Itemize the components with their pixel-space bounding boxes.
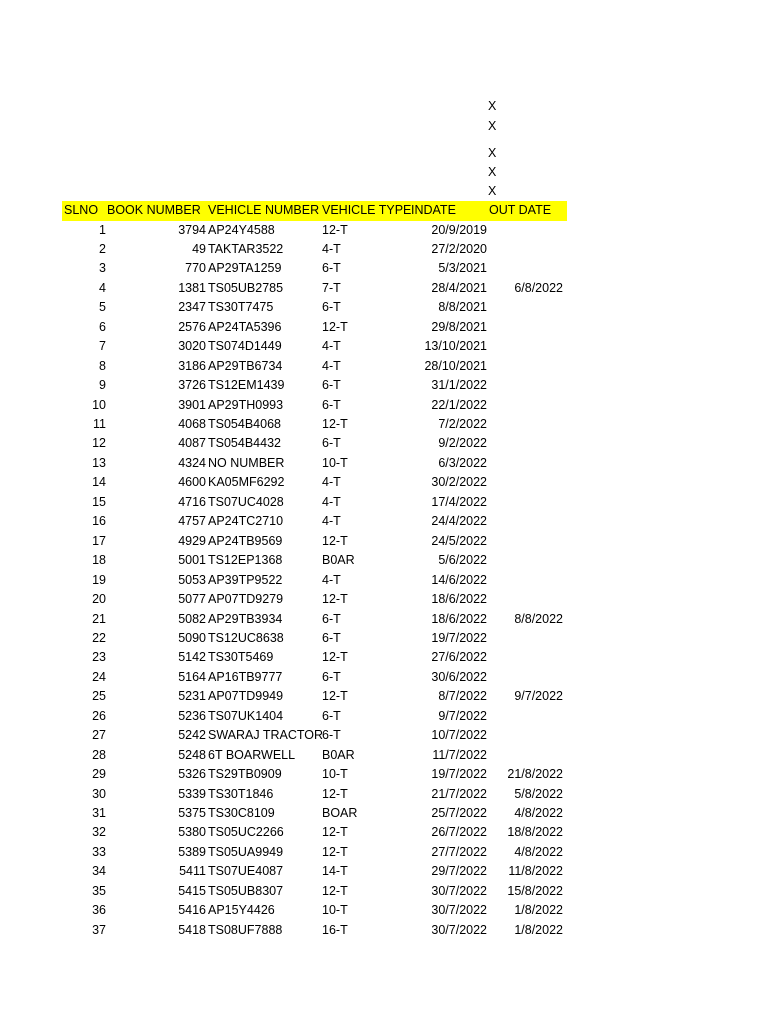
slno-cell: 18 bbox=[92, 553, 106, 568]
vehicle-type-cell: 4-T bbox=[322, 358, 341, 373]
slno-cell: 25 bbox=[92, 689, 106, 704]
slno-cell: 31 bbox=[92, 806, 106, 820]
book-number-cell: 3020 bbox=[178, 339, 206, 354]
vehicle-number-cell: TS30T5469 bbox=[208, 650, 274, 665]
book-number-cell: 3186 bbox=[178, 358, 206, 373]
slno-cell: 14 bbox=[92, 475, 106, 490]
vehicle-number-cell: TS074D1449 bbox=[208, 339, 282, 354]
table-row bbox=[62, 765, 567, 785]
indate-cell: 29/7/2022 bbox=[431, 864, 487, 879]
x-mark: X bbox=[488, 119, 497, 133]
indate-cell: 29/8/2021 bbox=[431, 319, 487, 334]
book-number-cell: 770 bbox=[185, 261, 206, 276]
out-date-cell bbox=[488, 376, 563, 396]
slno-cell: 24 bbox=[92, 669, 106, 684]
indate-cell: 18/6/2022 bbox=[431, 611, 487, 626]
table-row bbox=[62, 823, 567, 843]
indate-cell: 18/6/2022 bbox=[431, 592, 487, 607]
vehicle-type-cell: 12-T bbox=[322, 883, 348, 898]
slno-cell: 29 bbox=[92, 767, 106, 782]
vehicle-type-cell: 12-T bbox=[322, 319, 348, 334]
slno-cell: 4 bbox=[99, 280, 106, 295]
slno-cell: 32 bbox=[92, 825, 106, 840]
table-row bbox=[62, 473, 567, 493]
vehicle-number-cell: TS054B4068 bbox=[208, 417, 281, 431]
vehicle-number-cell: NO NUMBER bbox=[208, 455, 285, 470]
vehicle-number-cell: TS30T7475 bbox=[208, 300, 274, 315]
header-indate: INDATE bbox=[411, 203, 456, 217]
out-date-cell: 6/8/2022 bbox=[514, 280, 563, 295]
slno-cell: 13 bbox=[92, 455, 106, 470]
vehicle-type-cell: 12-T bbox=[322, 592, 348, 607]
out-date-cell bbox=[488, 357, 563, 377]
vehicle-number-cell: TS12UC8638 bbox=[208, 630, 284, 645]
slno-cell: 33 bbox=[92, 844, 106, 859]
indate-cell: 24/5/2022 bbox=[431, 533, 487, 548]
slno-cell: 15 bbox=[92, 494, 106, 509]
vehicle-type-cell: 14-T bbox=[322, 864, 348, 879]
out-date-cell bbox=[488, 454, 563, 474]
vehicle-number-cell: SWARAJ TRACTOR bbox=[208, 728, 324, 743]
indate-cell: 5/3/2021 bbox=[438, 261, 487, 276]
vehicle-number-cell: AP24TB9569 bbox=[208, 533, 283, 548]
slno-cell: 34 bbox=[92, 864, 106, 879]
out-date-cell bbox=[488, 337, 563, 357]
book-number-cell: 5077 bbox=[178, 592, 206, 607]
vehicle-number-cell: TS12EP1368 bbox=[208, 553, 283, 568]
book-number-cell: 5164 bbox=[178, 669, 206, 684]
vehicle-number-cell: TS07UE4087 bbox=[208, 864, 284, 879]
out-date-cell bbox=[488, 629, 563, 649]
header-vehicle-type: VEHICLE TYPE bbox=[322, 203, 412, 217]
vehicle-type-cell: 12-T bbox=[322, 786, 348, 801]
out-date-cell: 1/8/2022 bbox=[514, 903, 563, 918]
table-row bbox=[62, 726, 567, 746]
book-number-cell: 5411 bbox=[179, 864, 206, 879]
book-number-cell: 2347 bbox=[178, 300, 206, 315]
out-date-cell: 1/8/2022 bbox=[514, 922, 563, 937]
indate-cell: 25/7/2022 bbox=[431, 806, 487, 820]
book-number-cell: 5416 bbox=[178, 903, 206, 918]
table-row bbox=[62, 337, 567, 357]
vehicle-type-cell: 10-T bbox=[322, 903, 348, 918]
slno-cell: 1 bbox=[99, 222, 106, 237]
vehicle-type-cell: 10-T bbox=[322, 455, 348, 470]
x-mark: X bbox=[488, 99, 497, 113]
vehicle-number-cell: AP29TB3934 bbox=[208, 611, 283, 626]
table-row bbox=[62, 610, 567, 630]
vehicle-type-cell: 6-T bbox=[322, 378, 341, 393]
vehicle-type-cell: 6-T bbox=[322, 708, 341, 723]
vehicle-number-cell: TS05UC2266 bbox=[208, 825, 284, 840]
indate-cell: 27/6/2022 bbox=[431, 650, 487, 665]
table-row bbox=[62, 804, 567, 824]
book-number-cell: 5389 bbox=[178, 844, 206, 859]
out-date-cell bbox=[488, 396, 563, 416]
table-row bbox=[62, 921, 567, 941]
slno-cell: 37 bbox=[92, 922, 106, 937]
indate-cell: 9/2/2022 bbox=[438, 436, 487, 451]
header-vehicle-number: VEHICLE NUMBER bbox=[208, 203, 320, 217]
vehicle-type-cell: 12-T bbox=[322, 689, 348, 704]
table-row bbox=[62, 882, 567, 902]
header-out-date: OUT DATE bbox=[489, 203, 552, 217]
book-number-cell: 4068 bbox=[178, 417, 206, 431]
book-number-cell: 5053 bbox=[178, 572, 206, 587]
out-date-cell bbox=[488, 259, 563, 279]
vehicle-type-cell: 4-T bbox=[322, 494, 341, 509]
book-number-cell: 49 bbox=[192, 241, 206, 256]
table-row bbox=[62, 357, 567, 377]
out-date-cell: 9/7/2022 bbox=[514, 689, 563, 704]
vehicle-number-cell: AP29TH0993 bbox=[208, 397, 284, 412]
header-book-number: BOOK NUMBER bbox=[107, 203, 201, 217]
vehicle-number-cell: AP29TB6734 bbox=[208, 358, 283, 373]
book-number-cell: 5339 bbox=[178, 786, 206, 801]
out-date-cell: 4/8/2022 bbox=[514, 844, 563, 859]
out-date-cell bbox=[488, 668, 563, 688]
vehicle-number-cell: AP24TC2710 bbox=[208, 514, 284, 529]
book-number-cell: 5142 bbox=[178, 650, 206, 665]
indate-cell: 14/6/2022 bbox=[431, 572, 487, 587]
book-number-cell: 5231 bbox=[178, 689, 206, 704]
slno-cell: 27 bbox=[92, 728, 106, 743]
indate-cell: 27/2/2020 bbox=[431, 241, 487, 256]
vehicle-number-cell: TS30C8109 bbox=[208, 806, 275, 820]
vehicle-number-cell: TS05UB2785 bbox=[208, 280, 284, 295]
out-date-cell: 4/8/2022 bbox=[514, 806, 563, 820]
out-date-cell bbox=[488, 473, 563, 493]
out-date-cell bbox=[488, 415, 563, 435]
book-number-cell: 4757 bbox=[178, 514, 206, 529]
vehicle-type-cell: 6-T bbox=[322, 611, 341, 626]
book-number-cell: 5375 bbox=[178, 806, 206, 820]
indate-cell: 30/7/2022 bbox=[431, 922, 487, 937]
slno-cell: 22 bbox=[92, 630, 106, 645]
table-row bbox=[62, 259, 567, 279]
table-row bbox=[62, 532, 567, 552]
vehicle-type-cell: B0AR bbox=[322, 747, 355, 762]
indate-cell: 26/7/2022 bbox=[431, 825, 487, 840]
vehicle-type-cell: 7-T bbox=[322, 280, 341, 295]
out-date-cell bbox=[488, 726, 563, 746]
vehicle-type-cell: 4-T bbox=[322, 475, 341, 490]
table-row bbox=[62, 785, 567, 805]
vehicle-type-cell: 10-T bbox=[322, 767, 348, 782]
table-row bbox=[62, 862, 567, 882]
vehicle-type-cell: 6-T bbox=[322, 728, 341, 743]
vehicle-number-cell: TAKTAR3522 bbox=[208, 241, 284, 256]
vehicle-number-cell: AP24TA5396 bbox=[208, 319, 282, 334]
vehicle-type-cell: 6-T bbox=[322, 261, 341, 276]
vehicle-type-cell: 16-T bbox=[322, 922, 348, 937]
slno-cell: 16 bbox=[92, 514, 106, 529]
book-number-cell: 5415 bbox=[178, 883, 206, 898]
book-number-cell: 5090 bbox=[178, 630, 206, 645]
table-row bbox=[62, 901, 567, 921]
slno-cell: 28 bbox=[92, 747, 106, 762]
indate-cell: 31/1/2022 bbox=[431, 378, 487, 393]
vehicle-type-cell: 12-T bbox=[322, 222, 348, 237]
vehicle-number-cell: AP07TD9949 bbox=[208, 689, 284, 704]
vehicle-type-cell: 12-T bbox=[322, 650, 348, 665]
table-row bbox=[62, 551, 567, 571]
book-number-cell: 4929 bbox=[178, 533, 206, 548]
table-row bbox=[62, 648, 567, 668]
book-number-cell: 1381 bbox=[178, 280, 206, 295]
book-number-cell: 5248 bbox=[178, 747, 206, 762]
vehicle-type-cell: 6-T bbox=[322, 397, 341, 412]
out-date-cell bbox=[488, 532, 563, 552]
slno-cell: 10 bbox=[92, 397, 106, 412]
vehicle-number-cell: TS05UB8307 bbox=[208, 883, 284, 898]
slno-cell: 17 bbox=[92, 533, 106, 548]
slno-cell: 36 bbox=[92, 903, 106, 918]
indate-cell: 30/7/2022 bbox=[431, 903, 487, 918]
slno-cell: 21 bbox=[92, 611, 106, 626]
out-date-cell bbox=[488, 746, 563, 766]
vehicle-type-cell: BOAR bbox=[322, 806, 358, 820]
table-row bbox=[62, 221, 567, 241]
slno-cell: 2 bbox=[99, 241, 106, 256]
vehicle-number-cell: AP16TB9777 bbox=[208, 669, 283, 684]
book-number-cell: 5242 bbox=[178, 728, 206, 743]
slno-cell: 12 bbox=[92, 436, 106, 451]
slno-cell: 30 bbox=[92, 786, 106, 801]
vehicle-type-cell: 12-T bbox=[322, 533, 348, 548]
indate-cell: 21/7/2022 bbox=[431, 786, 487, 801]
table-row bbox=[62, 240, 567, 260]
out-date-cell: 8/8/2022 bbox=[514, 611, 563, 626]
indate-cell: 7/2/2022 bbox=[438, 417, 487, 431]
out-date-cell: 11/8/2022 bbox=[508, 864, 563, 879]
vehicle-number-cell: TS07UC4028 bbox=[208, 494, 284, 509]
book-number-cell: 3901 bbox=[178, 397, 206, 412]
book-number-cell: 3794 bbox=[178, 222, 206, 237]
out-date-cell bbox=[488, 298, 563, 318]
slno-cell: 5 bbox=[99, 300, 106, 315]
vehicle-number-cell: TS07UK1404 bbox=[208, 708, 284, 723]
slno-cell: 3 bbox=[99, 261, 106, 276]
out-date-cell bbox=[488, 648, 563, 668]
vehicle-type-cell: 12-T bbox=[322, 417, 348, 431]
vehicle-number-cell: AP24Y4588 bbox=[208, 222, 275, 237]
table-row bbox=[62, 396, 567, 416]
x-mark: X bbox=[488, 146, 497, 160]
indate-cell: 10/7/2022 bbox=[431, 728, 487, 743]
slno-cell: 19 bbox=[92, 572, 106, 587]
out-date-cell: 21/8/2022 bbox=[507, 767, 563, 782]
indate-cell: 19/7/2022 bbox=[431, 767, 487, 782]
indate-cell: 13/10/2021 bbox=[424, 339, 487, 354]
vehicle-type-cell: 6-T bbox=[322, 669, 341, 684]
book-number-cell: 3726 bbox=[178, 378, 206, 393]
vehicle-type-cell: 4-T bbox=[322, 241, 341, 256]
x-mark: X bbox=[488, 165, 497, 179]
vehicle-number-cell: AP39TP9522 bbox=[208, 572, 283, 587]
out-date-cell: 18/8/2022 bbox=[507, 825, 563, 840]
vehicle-type-cell: 4-T bbox=[322, 572, 341, 587]
table-row bbox=[62, 629, 567, 649]
vehicle-number-cell: TS29TB0909 bbox=[208, 767, 282, 782]
table-row bbox=[62, 687, 567, 707]
table-row bbox=[62, 415, 567, 435]
table-row bbox=[62, 746, 567, 766]
out-date-cell bbox=[488, 221, 563, 241]
table-row bbox=[62, 454, 567, 474]
book-number-cell: 4716 bbox=[178, 494, 206, 509]
indate-cell: 30/6/2022 bbox=[431, 669, 487, 684]
out-date-cell bbox=[488, 318, 563, 338]
indate-cell: 27/7/2022 bbox=[431, 844, 487, 859]
indate-cell: 9/7/2022 bbox=[438, 708, 487, 723]
book-number-cell: 5082 bbox=[178, 611, 206, 626]
table-row bbox=[62, 298, 567, 318]
indate-cell: 22/1/2022 bbox=[431, 397, 487, 412]
out-date-cell bbox=[488, 512, 563, 532]
out-date-cell bbox=[488, 707, 563, 727]
book-number-cell: 5380 bbox=[178, 825, 206, 840]
vehicle-number-cell: KA05MF6292 bbox=[208, 475, 285, 490]
indate-cell: 5/6/2022 bbox=[438, 553, 487, 568]
vehicle-number-cell: TS30T1846 bbox=[208, 786, 274, 801]
table-row bbox=[62, 279, 567, 299]
table-row bbox=[62, 707, 567, 727]
vehicle-number-cell: TS054B4432 bbox=[208, 436, 281, 451]
book-number-cell: 4087 bbox=[178, 436, 206, 451]
book-number-cell: 5326 bbox=[178, 767, 206, 782]
indate-cell: 30/7/2022 bbox=[431, 883, 487, 898]
table-row bbox=[62, 434, 567, 454]
slno-cell: 8 bbox=[99, 358, 106, 373]
vehicle-type-cell: 6-T bbox=[322, 300, 341, 315]
vehicle-number-cell: AP15Y4426 bbox=[208, 903, 275, 918]
book-number-cell: 4324 bbox=[178, 455, 206, 470]
book-number-cell: 5001 bbox=[178, 553, 206, 568]
indate-cell: 8/7/2022 bbox=[438, 689, 487, 704]
indate-cell: 19/7/2022 bbox=[431, 630, 487, 645]
out-date-cell bbox=[488, 571, 563, 591]
out-date-cell bbox=[488, 551, 563, 571]
table-row bbox=[62, 571, 567, 591]
slno-cell: 20 bbox=[92, 592, 106, 607]
header-slno: SLNO bbox=[64, 203, 99, 217]
vehicle-number-cell: TS05UA9949 bbox=[208, 844, 284, 859]
slno-cell: 23 bbox=[92, 650, 106, 665]
vehicle-type-cell: 4-T bbox=[322, 514, 341, 529]
vehicle-number-cell: 6T BOARWELL bbox=[208, 747, 296, 762]
slno-cell: 35 bbox=[92, 883, 106, 898]
header-row bbox=[62, 201, 567, 221]
indate-cell: 28/10/2021 bbox=[424, 358, 487, 373]
indate-cell: 30/2/2022 bbox=[431, 475, 487, 490]
book-number-cell: 4600 bbox=[178, 475, 206, 490]
vehicle-number-cell: AP07TD9279 bbox=[208, 592, 284, 607]
indate-cell: 28/4/2021 bbox=[431, 280, 487, 295]
vehicle-type-cell: 6-T bbox=[322, 436, 341, 451]
indate-cell: 11/7/2022 bbox=[432, 747, 487, 762]
table-row bbox=[62, 843, 567, 863]
indate-cell: 6/3/2022 bbox=[438, 455, 487, 470]
vehicle-type-cell: 6-T bbox=[322, 630, 341, 645]
book-number-cell: 5418 bbox=[178, 922, 206, 937]
book-number-cell: 5236 bbox=[178, 708, 206, 723]
slno-cell: 11 bbox=[93, 417, 106, 431]
out-date-cell bbox=[488, 434, 563, 454]
table-row bbox=[62, 318, 567, 338]
indate-cell: 24/4/2022 bbox=[431, 514, 487, 529]
indate-cell: 8/8/2021 bbox=[438, 300, 487, 315]
vehicle-type-cell: B0AR bbox=[322, 553, 355, 568]
table-row bbox=[62, 512, 567, 532]
vehicle-number-cell: AP29TA1259 bbox=[208, 261, 282, 276]
indate-cell: 17/4/2022 bbox=[431, 494, 487, 509]
out-date-cell: 5/8/2022 bbox=[514, 786, 563, 801]
vehicle-type-cell: 12-T bbox=[322, 844, 348, 859]
out-date-cell bbox=[488, 240, 563, 260]
slno-cell: 7 bbox=[99, 339, 106, 354]
slno-cell: 9 bbox=[99, 378, 106, 393]
x-mark: X bbox=[488, 184, 497, 198]
slno-cell: 26 bbox=[92, 708, 106, 723]
table-row bbox=[62, 590, 567, 610]
out-date-cell bbox=[488, 493, 563, 513]
out-date-cell bbox=[488, 590, 563, 610]
table-row bbox=[62, 668, 567, 688]
out-date-cell: 15/8/2022 bbox=[507, 883, 563, 898]
indate-cell: 20/9/2019 bbox=[431, 222, 487, 237]
table-row bbox=[62, 493, 567, 513]
vehicle-number-cell: TS12EM1439 bbox=[208, 378, 285, 393]
vehicle-type-cell: 12-T bbox=[322, 825, 348, 840]
book-number-cell: 2576 bbox=[178, 319, 206, 334]
slno-cell: 6 bbox=[99, 319, 106, 334]
vehicle-number-cell: TS08UF7888 bbox=[208, 922, 283, 937]
vehicle-type-cell: 4-T bbox=[322, 339, 341, 354]
table-row bbox=[62, 376, 567, 396]
